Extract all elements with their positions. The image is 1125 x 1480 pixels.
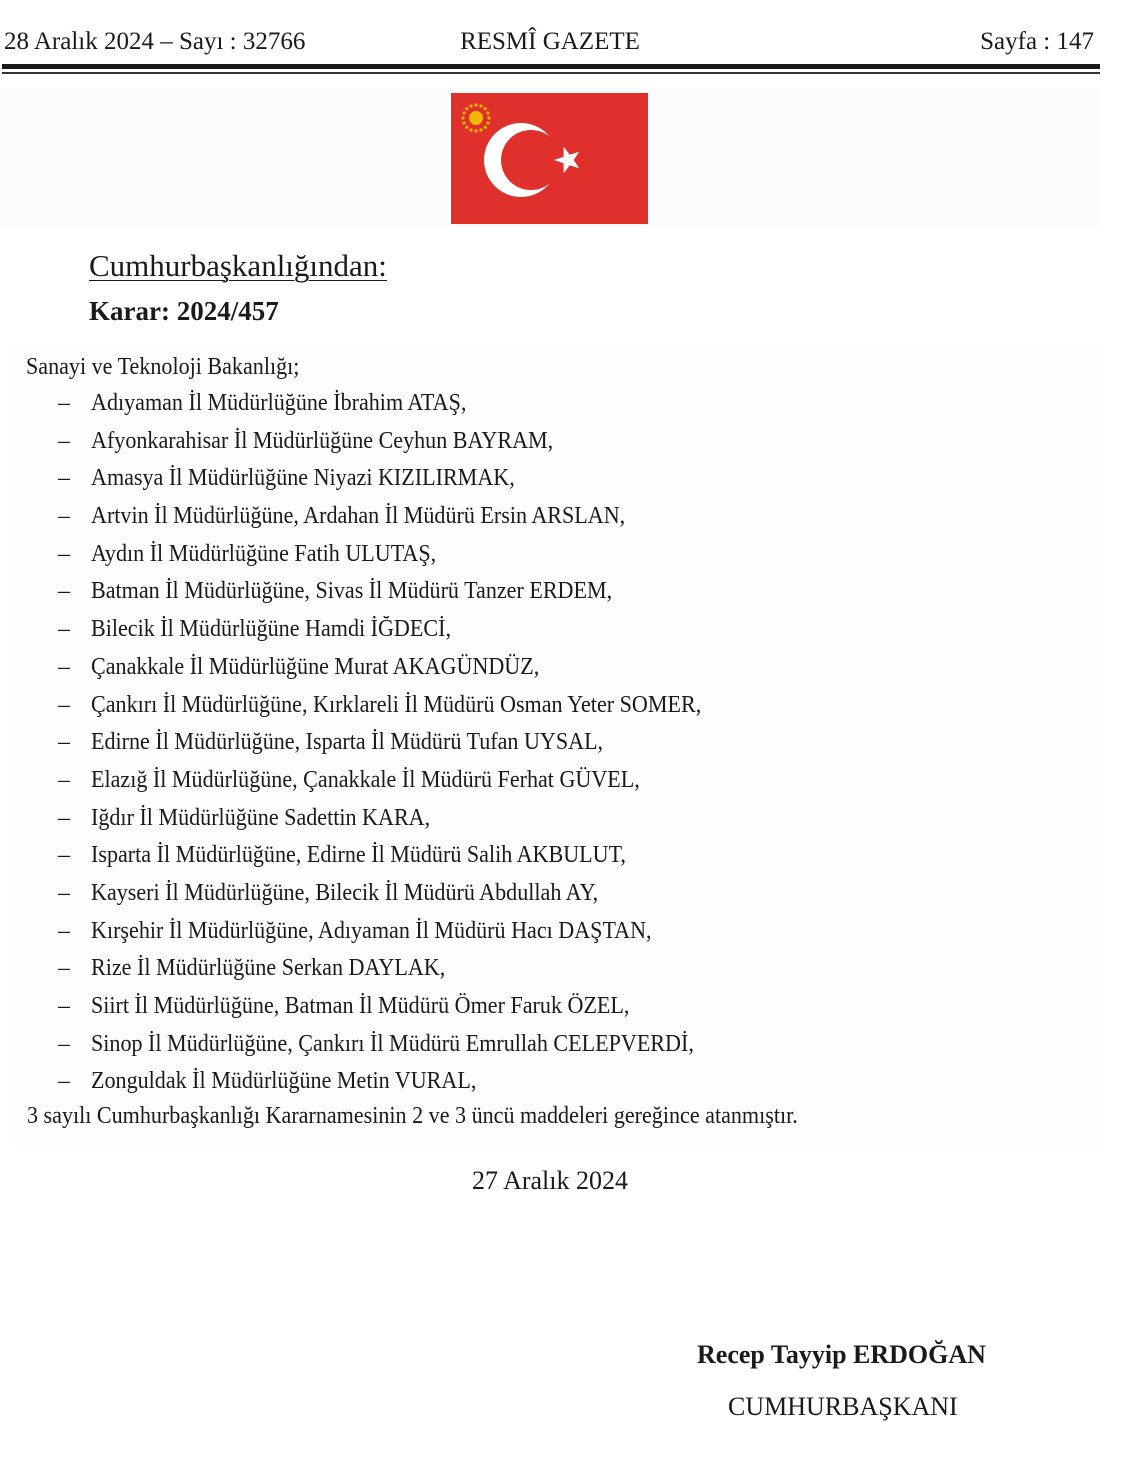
sun-star-dot	[474, 129, 477, 132]
appointment-item	[58, 805, 754, 843]
appointment-text: Adıyaman İl Müdürlüğüne İbrahim ATAŞ,	[91, 390, 467, 416]
appointment-text: Batman İl Müdürlüğüne, Sivas İl Müdürü Tanzer ERDEM,	[91, 578, 613, 605]
dash-bullet: –	[58, 766, 70, 793]
sun-star-dot	[461, 116, 464, 119]
dash-bullet: –	[58, 691, 70, 718]
dash-bullet: –	[58, 955, 70, 982]
dash-bullet: –	[58, 842, 70, 869]
sun-star-dot	[486, 111, 489, 114]
appointment-item	[58, 541, 754, 579]
appointment-item	[58, 767, 754, 805]
appointment-item	[58, 842, 754, 880]
sun-star-dot	[465, 107, 468, 110]
gazette-title: RESMÎ GAZETE	[460, 28, 640, 55]
appointment-text: Iğdır İl Müdürlüğüne Sadettin KARA,	[91, 804, 431, 831]
header-rule-thin	[2, 72, 1100, 74]
dash-bullet: –	[58, 1030, 70, 1057]
signer-name: Recep Tayyip ERDOĞAN	[697, 1340, 986, 1369]
appointment-item	[58, 729, 754, 767]
appointment-item	[58, 993, 754, 1031]
sun-star-dot	[469, 104, 472, 107]
dash-bullet: –	[58, 503, 70, 530]
appointment-item	[58, 578, 754, 616]
appointment-item	[58, 465, 754, 503]
presidential-flag-icon	[451, 93, 648, 224]
appointment-list	[58, 390, 754, 1106]
appointment-text: Zonguldak İl Müdürlüğüne Metin VURAL,	[91, 1068, 477, 1095]
appointment-item	[58, 918, 754, 956]
sun-star-dot	[484, 107, 487, 110]
dash-bullet: –	[58, 578, 70, 605]
appointment-text: Kayseri İl Müdürlüğüne, Bilecik İl Müdürü Abdullah AY,	[91, 879, 599, 906]
dash-bullet: –	[58, 465, 70, 492]
dash-bullet: –	[58, 390, 70, 416]
sun-star-dot	[469, 128, 472, 131]
appointment-text: Sinop İl Müdürlüğüne, Çankırı İl Müdürü Emrullah CELEPVERDİ,	[91, 1030, 694, 1057]
signer-title: CUMHURBAŞKANI	[728, 1392, 958, 1421]
legal-basis-statement: 3 sayılı Cumhurbaşkanlığı Kararnamesinin 2 ve 3 üncü maddeleri gereğince atanmıştır.	[27, 1103, 798, 1129]
ministry-name: Sanayi ve Teknoloji Bakanlığı;	[26, 354, 300, 380]
appointment-item	[58, 390, 754, 428]
appointment-text: Edirne İl Müdürlüğüne, Isparta İl Müdürü Tufan UYSAL,	[91, 729, 604, 756]
appointment-text: Çankırı İl Müdürlüğüne, Kırklareli İl Müdürü Osman Yeter SOMER,	[91, 691, 702, 718]
dash-bullet: –	[58, 729, 70, 756]
sun-star-dot	[462, 121, 465, 124]
sun-star-dot	[484, 126, 487, 129]
dash-bullet: –	[58, 616, 70, 643]
dash-bullet: –	[58, 804, 70, 831]
sun-star-dot	[487, 116, 490, 119]
appointment-item	[58, 880, 754, 918]
appointment-item	[58, 654, 754, 692]
appointment-text: Isparta İl Müdürlüğüne, Edirne İl Müdürü Salih AKBULUT,	[91, 842, 626, 869]
sun-star-dot	[486, 121, 489, 124]
appointment-text: Rize İl Müdürlüğüne Serkan DAYLAK,	[91, 955, 446, 982]
appointment-item	[58, 616, 754, 654]
sun-star-dot	[465, 126, 468, 129]
appointment-text: Artvin İl Müdürlüğüne, Ardahan İl Müdürü Ersin ARSLAN,	[91, 503, 626, 530]
sun-star-dot	[479, 104, 482, 107]
dash-bullet: –	[58, 653, 70, 680]
gazette-header	[0, 28, 1100, 60]
dash-bullet: –	[58, 427, 70, 454]
decision-date: 27 Aralık 2024	[472, 1166, 628, 1195]
dash-bullet: –	[58, 917, 70, 944]
header-rule-thick	[2, 64, 1100, 69]
appointment-text: Elazığ İl Müdürlüğüne, Çanakkale İl Müdürü Ferhat GÜVEL,	[91, 766, 640, 793]
appointment-text: Aydın İl Müdürlüğüne Fatih ULUTAŞ,	[91, 540, 437, 567]
page-number: Sayfa : 147	[980, 28, 1094, 55]
dash-bullet: –	[58, 993, 70, 1019]
appointment-item	[58, 692, 754, 730]
appointment-item	[58, 1068, 754, 1106]
decision-number: Karar: 2024/457	[89, 296, 279, 326]
dash-bullet: –	[58, 879, 70, 906]
dash-bullet: –	[58, 1068, 70, 1095]
appointment-item	[58, 955, 754, 993]
sun-star-dot	[479, 128, 482, 131]
issuing-institution: Cumhurbaşkanlığından:	[89, 248, 387, 283]
issue-date-number: 28 Aralık 2024 – Sayı : 32766	[4, 28, 306, 55]
appointment-text: Amasya İl Müdürlüğüne Niyazi KIZILIRMAK,	[91, 465, 515, 492]
appointment-item	[58, 503, 754, 541]
appointment-text: Siirt İl Müdürlüğüne, Batman İl Müdürü Ömer Faruk ÖZEL,	[91, 993, 630, 1019]
appointment-item	[58, 1031, 754, 1069]
appointment-text: Çanakkale İl Müdürlüğüne Murat AKAGÜNDÜZ,	[91, 653, 540, 680]
appointment-text: Kırşehir İl Müdürlüğüne, Adıyaman İl Müdürü Hacı DAŞTAN,	[91, 917, 652, 944]
dash-bullet: –	[58, 540, 70, 567]
appointment-text: Bilecik İl Müdürlüğüne Hamdi İĞDECİ,	[91, 616, 451, 643]
appointment-text: Afyonkarahisar İl Müdürlüğüne Ceyhun BAYRAM,	[91, 427, 554, 454]
sun-star-dot	[462, 111, 465, 114]
appointment-item	[58, 428, 754, 466]
sun-star-dot	[474, 103, 477, 106]
